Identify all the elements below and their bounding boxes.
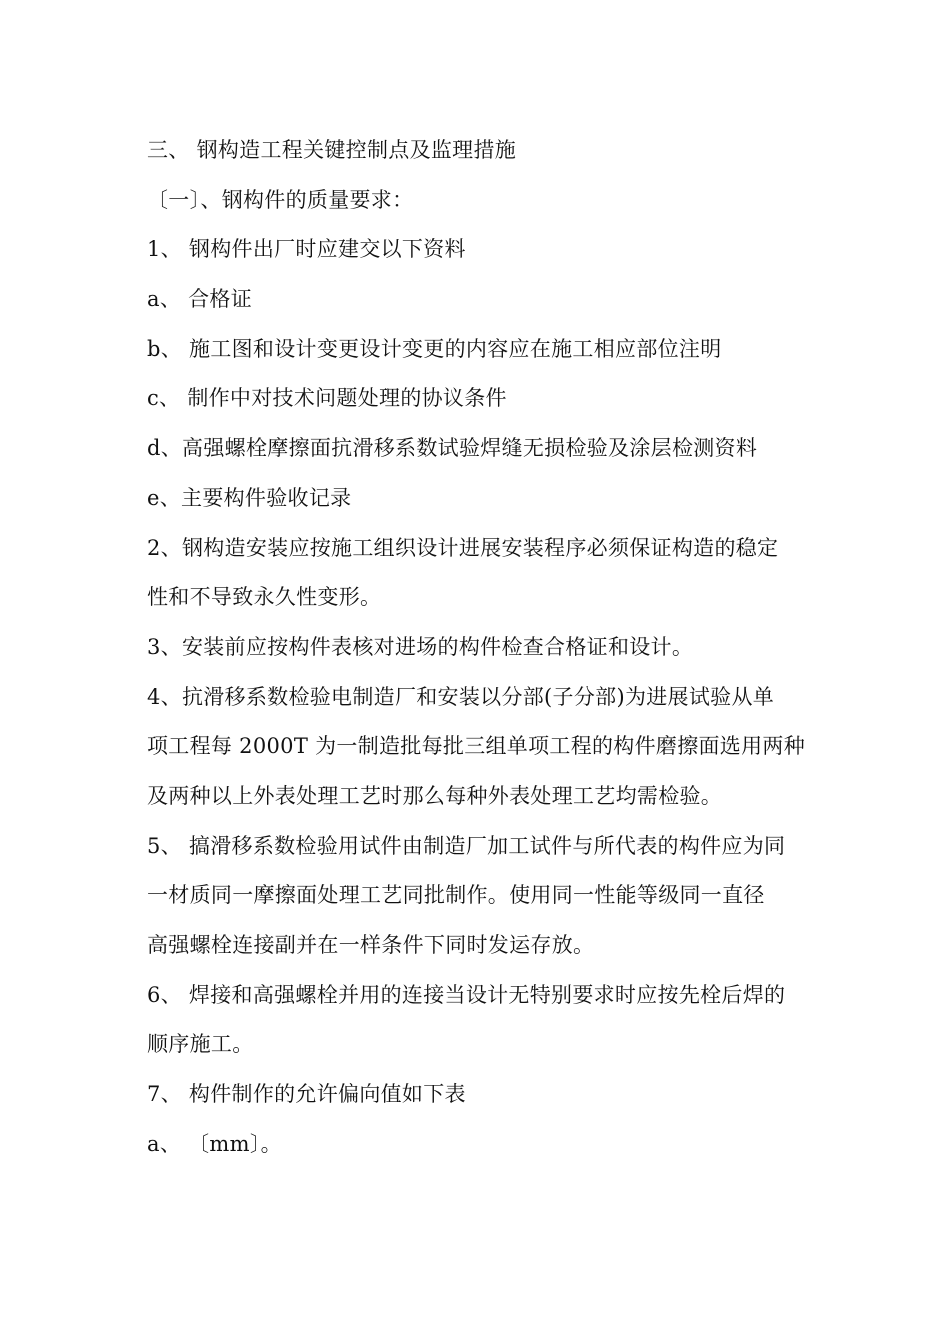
paragraph-line: 一材质同一摩擦面处理工艺同批制作。使用同一性能等级同一直径 <box>147 883 765 908</box>
section-heading: 三、 钢构造工程关键控制点及监理措施 <box>147 138 517 162</box>
list-item: a、 合格证 <box>147 287 252 312</box>
paragraph-line: 2、钢构造安装应按施工组织设计进展安装程序必须保证构造的稳定 <box>147 535 779 560</box>
list-item: a、 〔mm〕。 <box>147 1131 282 1156</box>
document-body <box>147 126 827 1169</box>
paragraph-line: 3、安装前应按构件表核对进场的构件检查合格证和设计。 <box>147 634 694 659</box>
paragraph-line: 高强螺栓连接副并在一样条件下同时发运存放。 <box>147 933 595 957</box>
paragraph-line: 性和不导致永久性变形。 <box>147 585 382 610</box>
paragraph-line: 及两种以上外表处理工艺时那么每种外表处理工艺均需检验。 <box>147 783 723 808</box>
list-item: 1、 钢构件出厂时应建交以下资料 <box>147 237 466 262</box>
subsection-heading: 〔一〕、钢构件的质量要求： <box>147 187 414 212</box>
list-item: b、 施工图和设计变更设计变更的内容应在施工相应部位注明 <box>147 336 722 361</box>
paragraph-line: 6、 焊接和高强螺栓并用的连接当设计无特别要求时应按先栓后焊的 <box>147 982 786 1007</box>
list-item: d、高强螺栓摩擦面抗滑移系数试验焊缝无损检验及涂层检测资料 <box>147 436 758 461</box>
paragraph-line: 项工程每 2000T 为一制造批每批三组单项工程的构件磨擦面选用两种 <box>147 734 805 759</box>
list-item: c、 制作中对技术问题处理的协议条件 <box>147 386 507 411</box>
list-item: e、主要构件验收记录 <box>147 485 352 510</box>
paragraph-line: 4、抗滑移系数检验电制造厂和安装以分部(子分部)为进展试验从单 <box>147 684 775 709</box>
paragraph-line: 7、 构件制作的允许偏向值如下表 <box>147 1082 466 1107</box>
paragraph-line: 顺序施工。 <box>147 1032 254 1057</box>
paragraph-line: 5、 搞滑移系数检验用试件由制造厂加工试件与所代表的构件应为同 <box>147 833 786 858</box>
